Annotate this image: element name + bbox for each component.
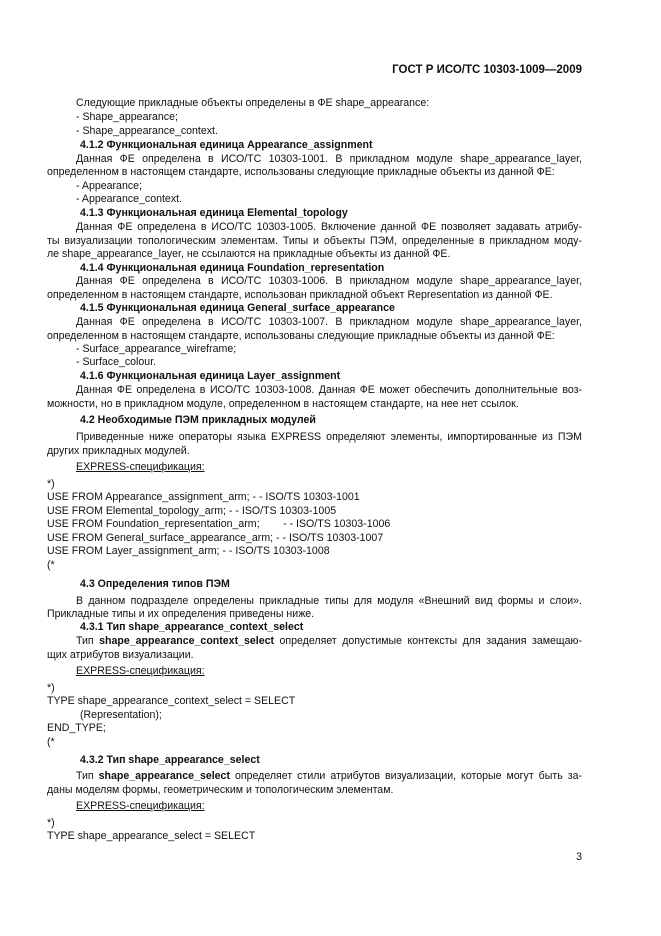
section-heading: 4.3.1 Тип shape_appearance_context_select <box>80 621 304 633</box>
express-spec-label: EXPRESS-спецификация: <box>76 800 205 812</box>
paragraph-line: В данном подразделе определены прикладные типы для модуля «Внешний вид формы и слои». <box>76 595 582 607</box>
paragraph-line: Следующие прикладные объекты определены в ФЕ shape_appearance: <box>76 97 430 109</box>
paragraph-line: Данная ФЕ определена в ИСО/ТС 10303-1001. В прикладном модуле shape_appearance_layer, <box>76 153 582 165</box>
section-heading: 4.1.6 Функциональная единица Layer_assignment <box>80 370 341 382</box>
code-line: USE FROM Foundation_representation_arm; - - ISO/TS 10303-1006 <box>47 518 391 530</box>
list-item: - Appearance; <box>76 180 142 192</box>
page-number: 3 <box>576 851 582 863</box>
express-spec-label: EXPRESS-спецификация: <box>76 665 205 677</box>
paragraph-line: определенном в настоящем стандарте, использован прикладной объект Representation из данной ФЕ. <box>47 289 553 301</box>
list-item: - Shape_appearance_context. <box>76 125 218 137</box>
section-heading: 4.1.3 Функциональная единица Elemental_topology <box>80 207 348 219</box>
list-item: - Surface_colour. <box>76 356 157 368</box>
section-heading: 4.1.4 Функциональная единица Foundation_representation <box>80 262 385 274</box>
code-line: USE FROM Elemental_topology_arm; - - ISO/TS 10303-1005 <box>47 505 337 517</box>
paragraph-line <box>76 770 582 783</box>
paragraph-line: других прикладных модулей. <box>47 445 190 457</box>
text-span: определяет стили атрибутов визуализации, которые могут быть за- <box>229 770 582 782</box>
code-line: *) <box>47 817 55 829</box>
express-spec-label: EXPRESS-спецификация: <box>76 461 205 473</box>
paragraph-line: ле shape_appearance_layer, не ссылаются на прикладные объекты из данной ФЕ. <box>47 248 451 260</box>
list-item: - Shape_appearance; <box>76 111 178 123</box>
paragraph-line: Приведенные ниже операторы языка EXPRESS определяют элементы, импортированные из ПЭМ <box>76 431 582 443</box>
paragraph-line: Данная ФЕ определена в ИСО/ТС 10303-1008. Данная ФЕ может обеспечить дополнительные воз- <box>76 384 582 396</box>
list-item: - Surface_appearance_wireframe; <box>76 343 237 355</box>
paragraph-line: Данная ФЕ определена в ИСО/ТС 10303-1005. Включение данной ФЕ позволяет задавать атрибу- <box>76 221 582 233</box>
section-heading: 4.1.5 Функциональная единица General_surface_appearance <box>80 302 395 314</box>
code-line: USE FROM Layer_assignment_arm; - - ISO/TS 10303-1008 <box>47 545 330 557</box>
code-line: *) <box>47 478 55 490</box>
code-line: (* <box>47 559 55 571</box>
text-span: Тип <box>76 770 99 782</box>
paragraph-line: Данная ФЕ определена в ИСО/ТС 10303-1006. В прикладном модуле shape_appearance_layer, <box>76 275 582 287</box>
section-heading: 4.3.2 Тип shape_appearance_select <box>80 754 260 766</box>
paragraph-line: щих атрибутов визуализации. <box>47 649 194 661</box>
code-line: TYPE shape_appearance_context_select = SELECT <box>47 695 296 707</box>
code-line: END_TYPE; <box>47 722 106 734</box>
section-heading: 4.3 Определения типов ПЭМ <box>80 578 230 590</box>
code-line: USE FROM Appearance_assignment_arm; - - ISO/TS 10303-1001 <box>47 491 360 503</box>
paragraph-line <box>76 635 582 648</box>
code-line: (Representation); <box>80 709 162 721</box>
list-item: - Appearance_context. <box>76 193 183 205</box>
paragraph-line: даны моделям формы, геометрическим и топологическим элементам. <box>47 784 394 796</box>
type-name: shape_appearance_select <box>98 770 230 782</box>
paragraph-line: Данная ФЕ определена в ИСО/ТС 10303-1007. В прикладном модуле shape_appearance_layer, <box>76 316 582 328</box>
document-header: ГОСТ Р ИСО/ТС 10303-1009—2009 <box>392 64 582 76</box>
paragraph-line: можности, но в прикладном модуле, определенном в настоящем стандарте, на нее нет ссылок. <box>47 398 519 410</box>
section-heading: 4.2 Необходимые ПЭМ прикладных модулей <box>80 414 316 426</box>
code-line: USE FROM General_surface_appearance_arm; - - ISO/TS 10303-1007 <box>47 532 384 544</box>
code-line: *) <box>47 682 55 694</box>
text-span: Тип <box>76 635 100 647</box>
paragraph-line: ты визуализации топологическим элементам. Типы и объекты ПЭМ, определенные в прикладном моду- <box>47 235 582 247</box>
code-line: (* <box>47 736 55 748</box>
paragraph-line: определенном в настоящем стандарте, использованы следующие прикладные объекты из данной ФЕ: <box>47 166 555 178</box>
type-name: shape_appearance_context_select <box>99 635 275 647</box>
code-line: TYPE shape_appearance_select = SELECT <box>47 830 256 842</box>
text-span: определяет допустимые контексты для задания замещаю- <box>274 635 582 647</box>
paragraph-line: определенном в настоящем стандарте, использованы следующие прикладные объекты из данной ФЕ: <box>47 330 555 342</box>
section-heading: 4.1.2 Функциональная единица Appearance_assignment <box>80 139 373 151</box>
paragraph-line: Прикладные типы и их определения приведены ниже. <box>47 608 315 620</box>
